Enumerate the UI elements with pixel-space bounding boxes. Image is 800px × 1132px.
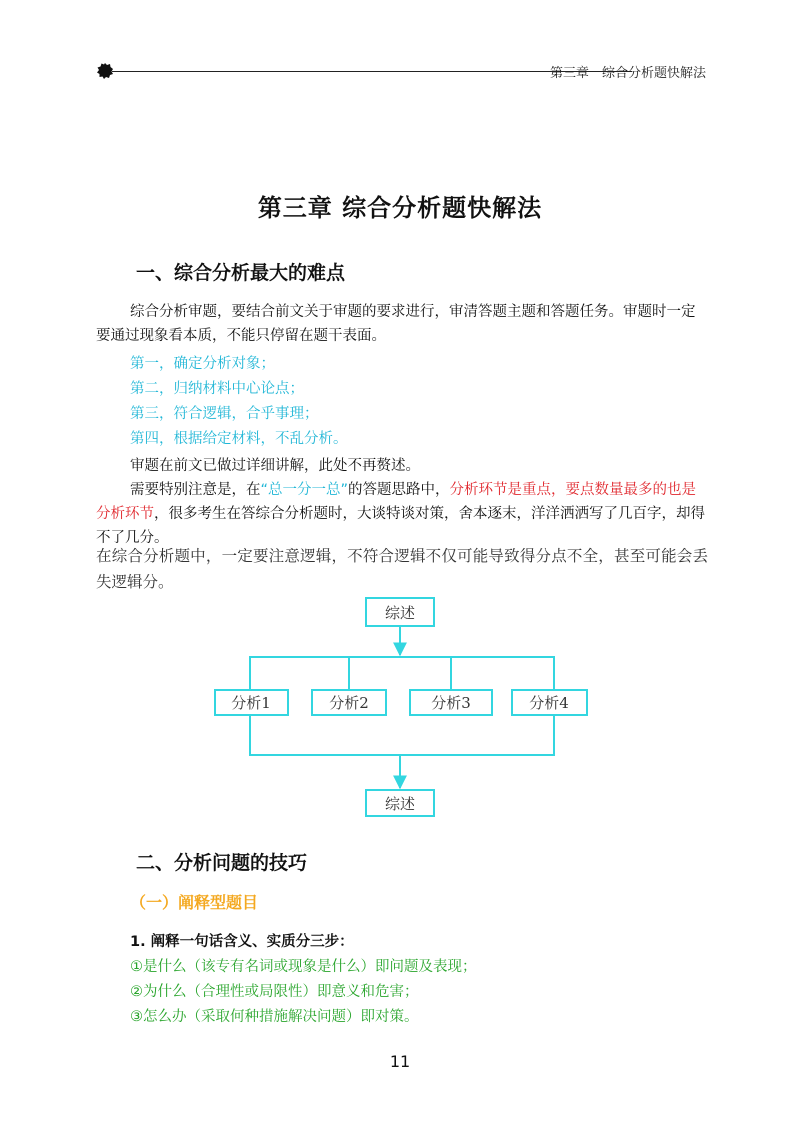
branch-label-4: 分析4 [529, 694, 569, 712]
point-1: 第一，确定分析对象； [130, 356, 275, 372]
chapter-title: 第三章 综合分析题快解法 [257, 194, 543, 222]
emphasis-suffix: ，很多考生在答综合分析题时，大谈特谈对策，舍本逐末，洋洋洒洒写了几百字，却得不了几分。 [96, 506, 705, 546]
page-header [96, 60, 706, 82]
section1-note: 审题在前文已做过详细讲解，此处不再赘述。 [130, 458, 420, 474]
emphasis-prefix: 需要特别注意是，在 [130, 482, 261, 498]
section1-heading: 一、综合分析最大的难点 [136, 262, 346, 284]
emphasis-quote: “总一分一总” [260, 482, 349, 498]
emphasis-middle: 的答题思路中， [348, 482, 450, 498]
step-3: ③怎么办（采取何种措施解决问题）即对策。 [130, 1009, 419, 1025]
bottom-summary-label: 综述 [384, 795, 416, 813]
logic-note: 在综合分析题中，一定要注意逻辑，不符合逻辑不仅可能导致得分点不全，甚至可能会丢失逻辑分。 [96, 547, 708, 591]
branch-label-2: 分析2 [329, 694, 369, 712]
section2-heading: 二、分析问题的技巧 [136, 852, 308, 874]
step-1: ①是什么（该专有名词或现象是什么）即问题及表现； [130, 959, 477, 975]
header-title: 第三章 综合分析题快解法 [549, 66, 706, 81]
section1-intro: 综合分析审题，要结合前文关于审题的要求进行，审清答题主题和答题任务。审题时一定要通过现象看本质，不能只停留在题干表面。 [96, 304, 696, 344]
emphasis-highlight: 分析环节是重点，要点数量最多的也是分析环节 [96, 482, 697, 522]
branch-label-1: 分析1 [231, 694, 271, 712]
step-2: ②为什么（合理性或局限性）即意义和危害； [130, 984, 419, 1000]
point-2: 第二，归纳材料中心论点； [130, 381, 304, 397]
emphasis-paragraph [96, 478, 706, 550]
structure-diagram [200, 596, 600, 820]
page-number: 11 [389, 1052, 411, 1071]
point-3: 第三，符合逻辑，合乎事理； [130, 406, 319, 422]
point-4: 第四，根据给定材料，不乱分析。 [130, 431, 348, 447]
section2-subheading: （一）阐释型题目 [130, 893, 259, 912]
step-title: 1. 阐释一句话含义、实质分三步： [130, 934, 354, 950]
branch-label-3: 分析3 [431, 694, 471, 712]
top-summary-label: 综述 [384, 604, 416, 622]
